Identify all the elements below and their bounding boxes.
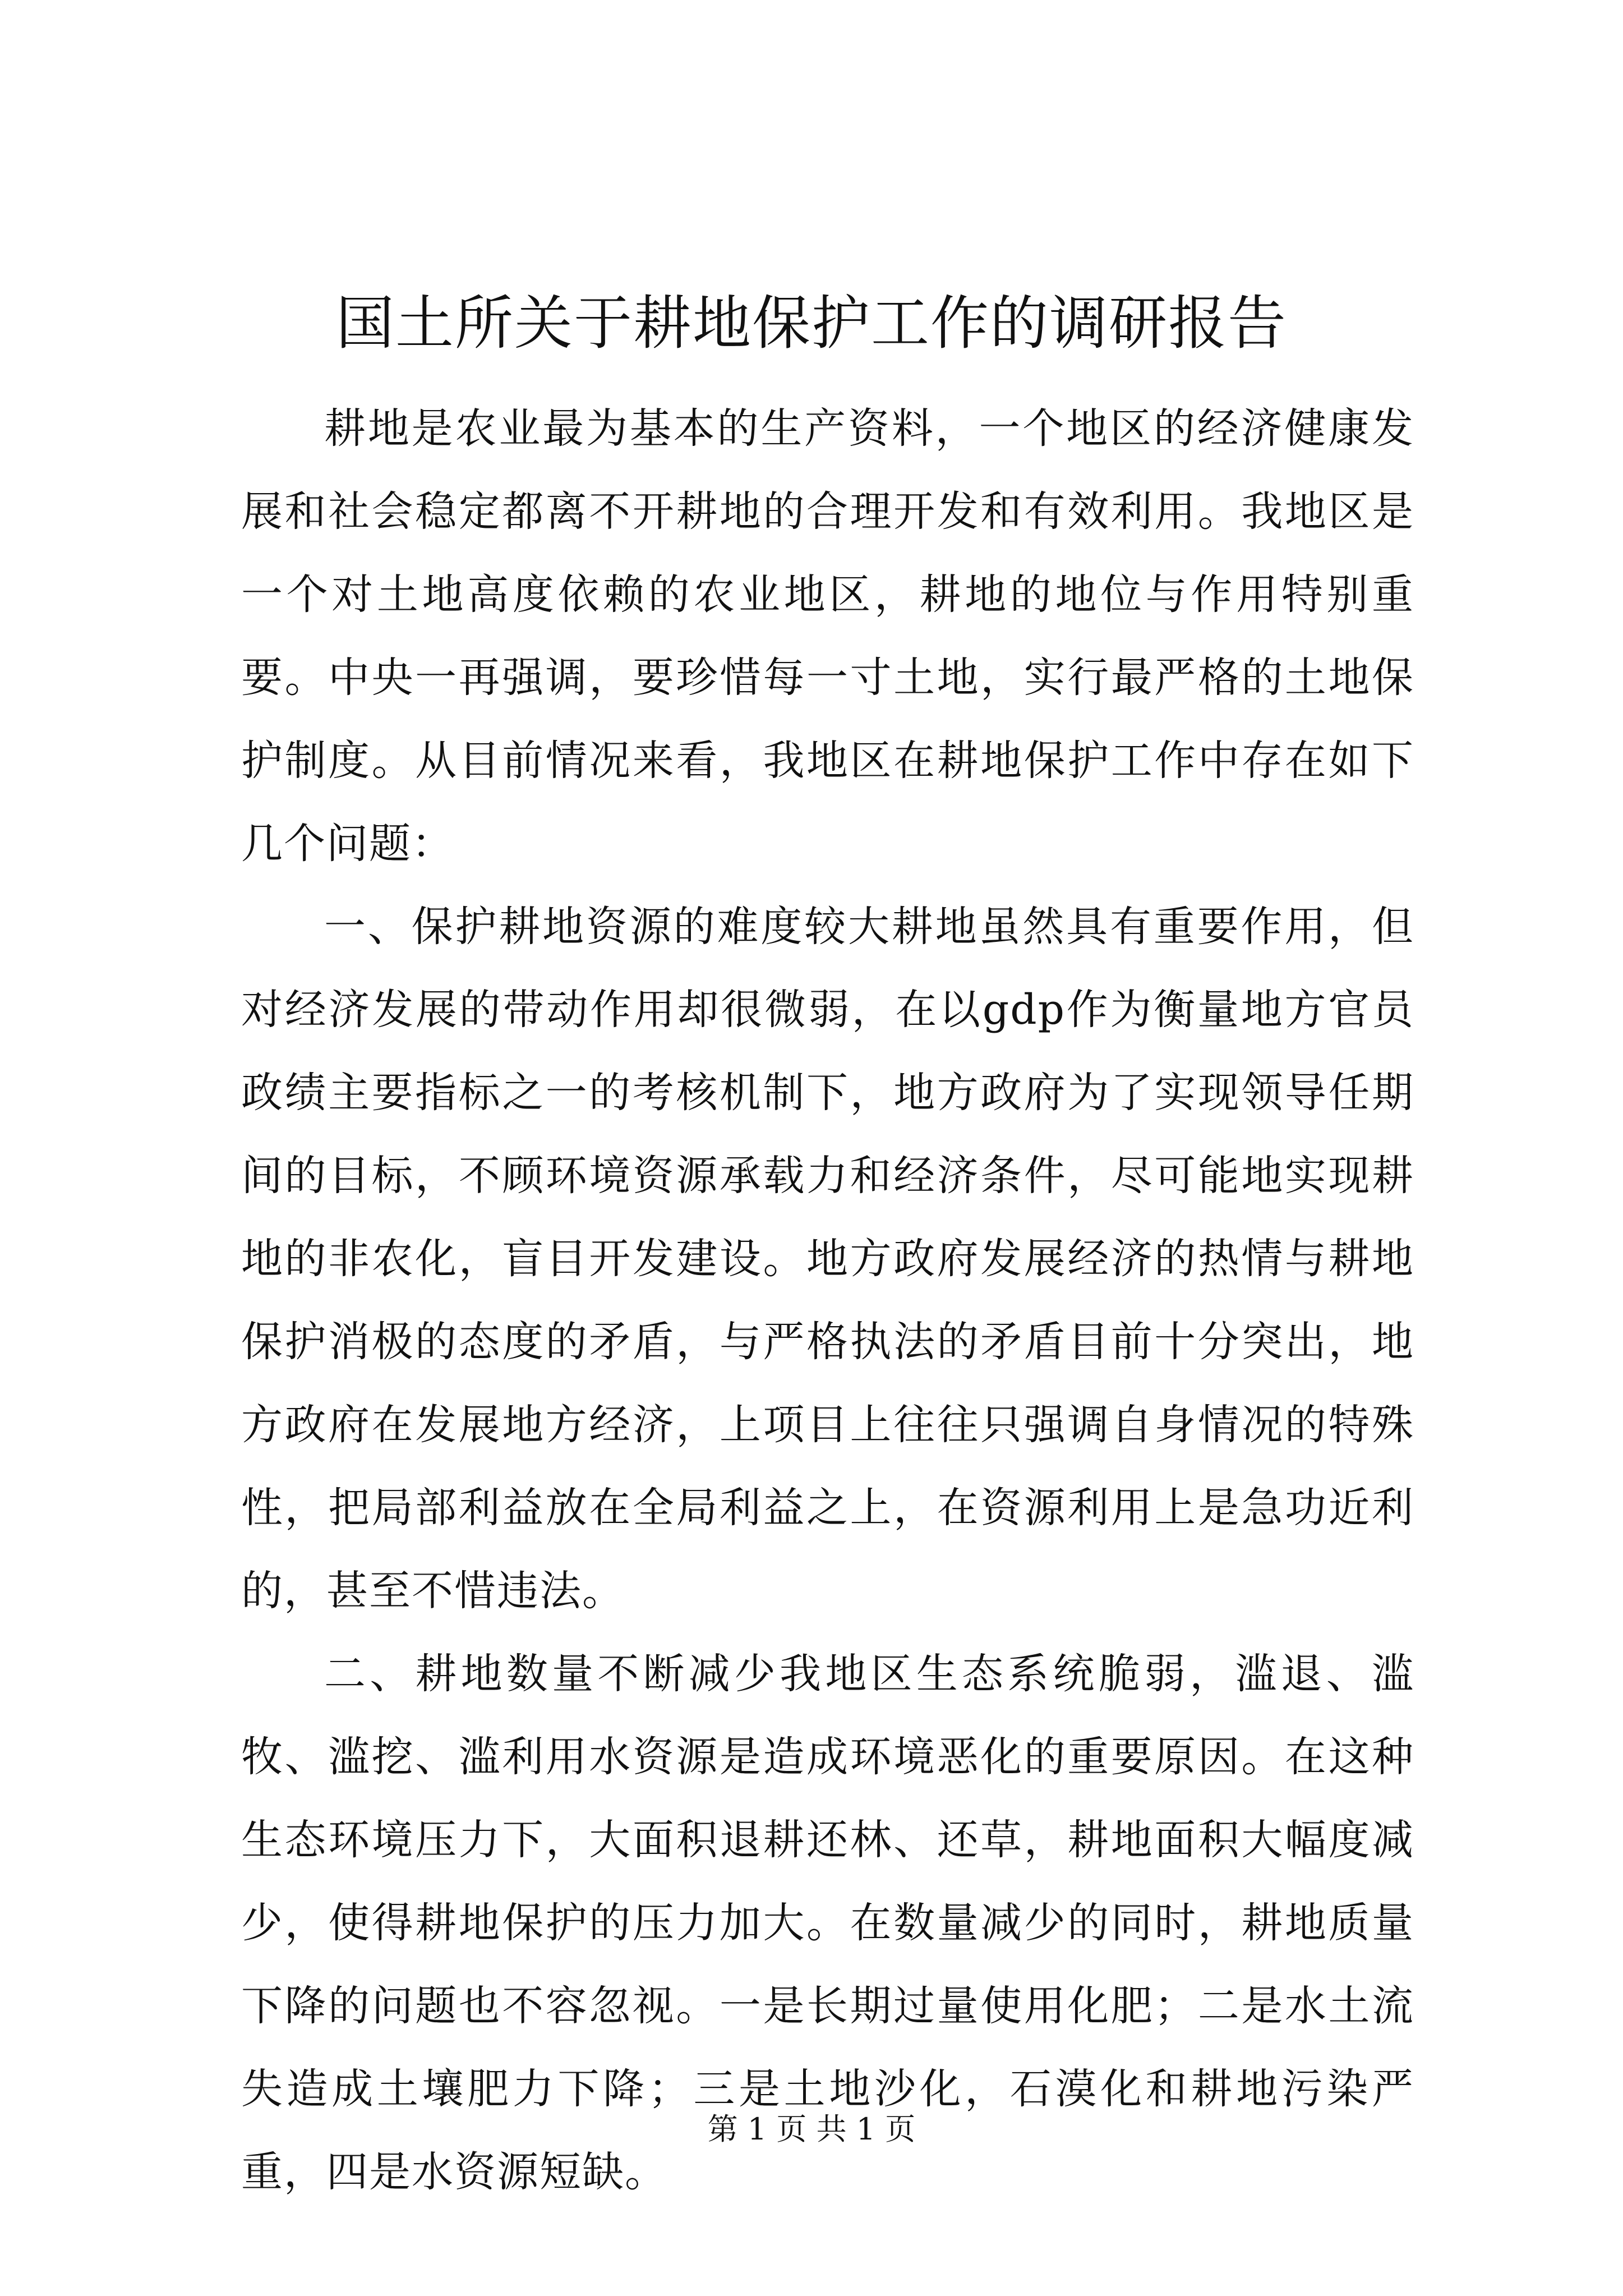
paragraph-issue-one: 一、保护耕地资源的难度较大耕地虽然具有重要作用，但对经济发展的带动作用却很微弱，在以gdp作为衡量地方官员政绩主要指标之一的考核机制下，地方政府为了实现领导任期间的目标，不顾环境资源承载力和经济条件，尽可能地实现耕地的非农化，盲目开发建设。地方政府发展经济的热情与耕地保护消极的态度的矛盾，与严格执法的矛盾目前十分突出，地方政府在发展地方经济，上项目上往往只强调自身情况的特殊性，把局部利益放在全局利益之上，在资源利用上是急功近利的，甚至不惜违法。 <box>241 903 1414 1615</box>
paragraph-intro: 耕地是农业最为基本的生产资料，一个地区的经济健康发展和社会稳定都离不开耕地的合理开发和有效利用。我地区是一个对土地高度依赖的农业地区，耕地的地位与作用特别重要。中央一再强调，要珍惜每一寸土地，实行最严格的土地保护制度。从目前情况来看，我地区在耕地保护工作中存在如下几个问题： <box>241 404 1414 868</box>
page-footer: 第 1 页 共 1 页 <box>707 2111 916 2147</box>
document-body <box>241 387 1414 2214</box>
paragraph-issue-two: 二、耕地数量不断减少我地区生态系统脆弱，滥退、滥牧、滥挖、滥利用水资源是造成环境恶化的重要原因。在这种生态环境压力下，大面积退耕还林、还草，耕地面积大幅度减少，使得耕地保护的压力加大。在数量减少的同时，耕地质量下降的问题也不容忽视。一是长期过量使用化肥；二是水土流失造成土壤肥力下降；三是土地沙化，石漠化和耕地污染严重，四是水资源短缺。 <box>241 1650 1414 2196</box>
document-title: 国土所关于耕地保护工作的调研报告 <box>335 289 1287 357</box>
